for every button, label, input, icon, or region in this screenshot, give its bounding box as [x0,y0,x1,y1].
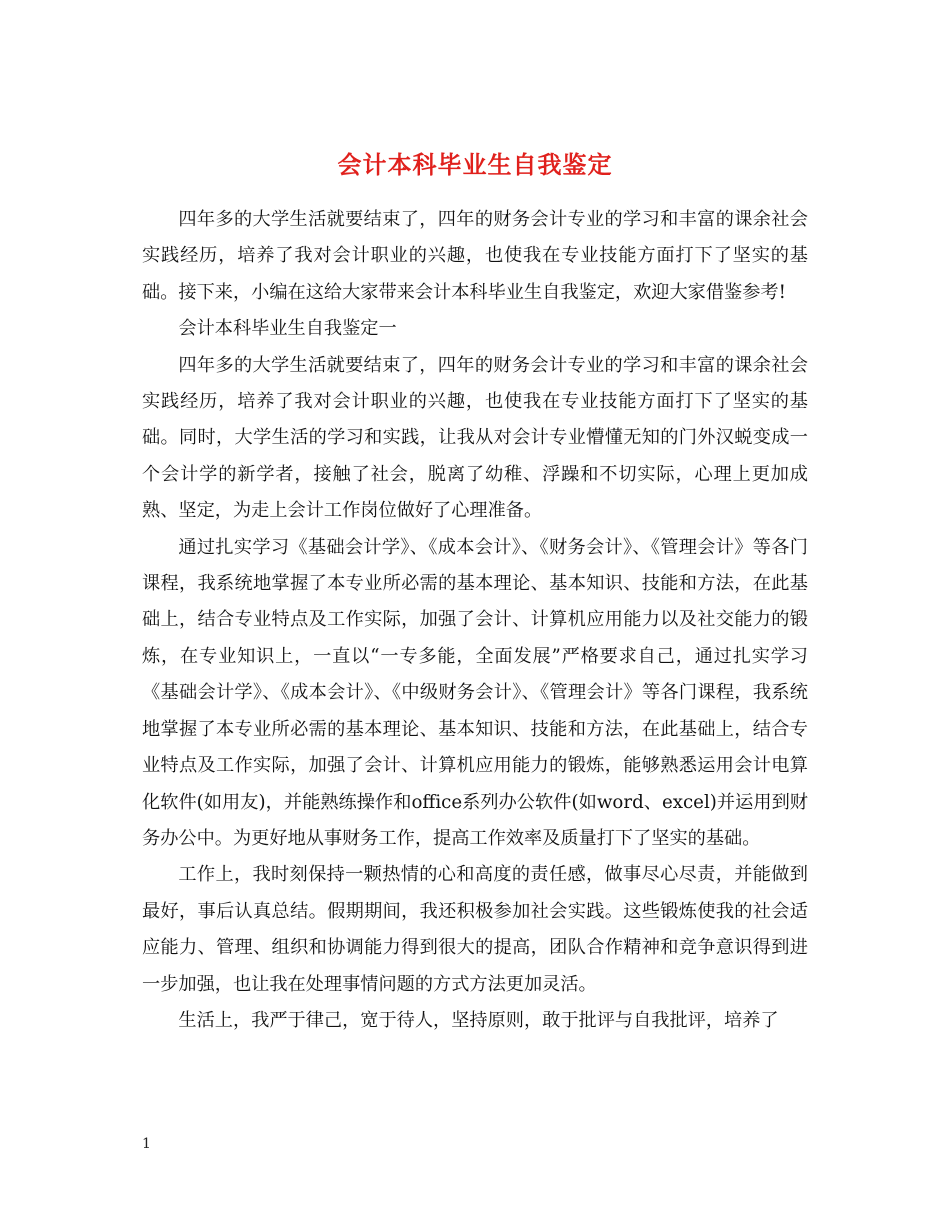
document-title: 会计本科毕业生自我鉴定 [337,150,613,180]
body-paragraph: 通过扎实学习《基础会计学》、《成本会计》、《财务会计》、《管理会计》等各门课程，我系统地掌握了本专业所必需的基本理论、基本知识、技能和方法，在此基础上，结合专业特点及工作实际，加强了会计、计算机应用能力以及社交能力的锻炼，在专业知识上，一直以“一专多能，全面发展”严格要求自己，通过扎实学习《基础会计学》、《成本会计》、《中级财务会计》、《管理会计》等各门课程，我系统地掌握了本专业所必需的基本理论、基本知识、技能和方法，在此基础上，结合专业特点及工作实际，加强了会计、计算机应用能力的锻炼，能够熟悉运用会计电算化软件(如用友)，并能熟练操作和office系列办公软件(如word、excel)并运用到财务办公中。为更好地从事财务工作，提高工作效率及质量打下了坚实的基础。 [142,536,808,849]
document-body [142,202,808,1039]
body-paragraph: 生活上，我严于律己，宽于待人，坚持原则，敢于批评与自我批评，培养了 [178,1009,779,1031]
body-paragraph: 工作上，我时刻保持一颗热情的心和高度的责任感，做事尽心尽责，并能做到最好，事后认真总结。假期期间，我还积极参加社会实践。这些锻炼使我的社会适应能力、管理、组织和协调能力得到很大的提高，团队合作精神和竞争意识得到进一步加强，也让我在处理事情问题的方式方法更加灵活。 [142,864,808,995]
body-paragraph: 四年多的大学生活就要结束了，四年的财务会计专业的学习和丰富的课余社会实践经历，培养了我对会计职业的兴趣，也使我在专业技能方面打下了坚实的基础。同时，大学生活的学习和实践，让我从对会计专业懵懂无知的门外汉蜕变成一个会计学的新学者，接触了社会，脱离了幼稚、浮躁和不切实际，心理上更加成熟、坚定，为走上会计工作岗位做好了心理准备。 [142,354,808,522]
page-number: 1 [142,1136,151,1152]
intro-paragraph: 四年多的大学生活就要结束了，四年的财务会计专业的学习和丰富的课余社会实践经历，培养了我对会计职业的兴趣，也使我在专业技能方面打下了坚实的基础。接下来，小编在这给大家带来会计本科毕业生自我鉴定，欢迎大家借鉴参考! [142,209,808,303]
section-heading: 会计本科毕业生自我鉴定一 [178,318,397,340]
